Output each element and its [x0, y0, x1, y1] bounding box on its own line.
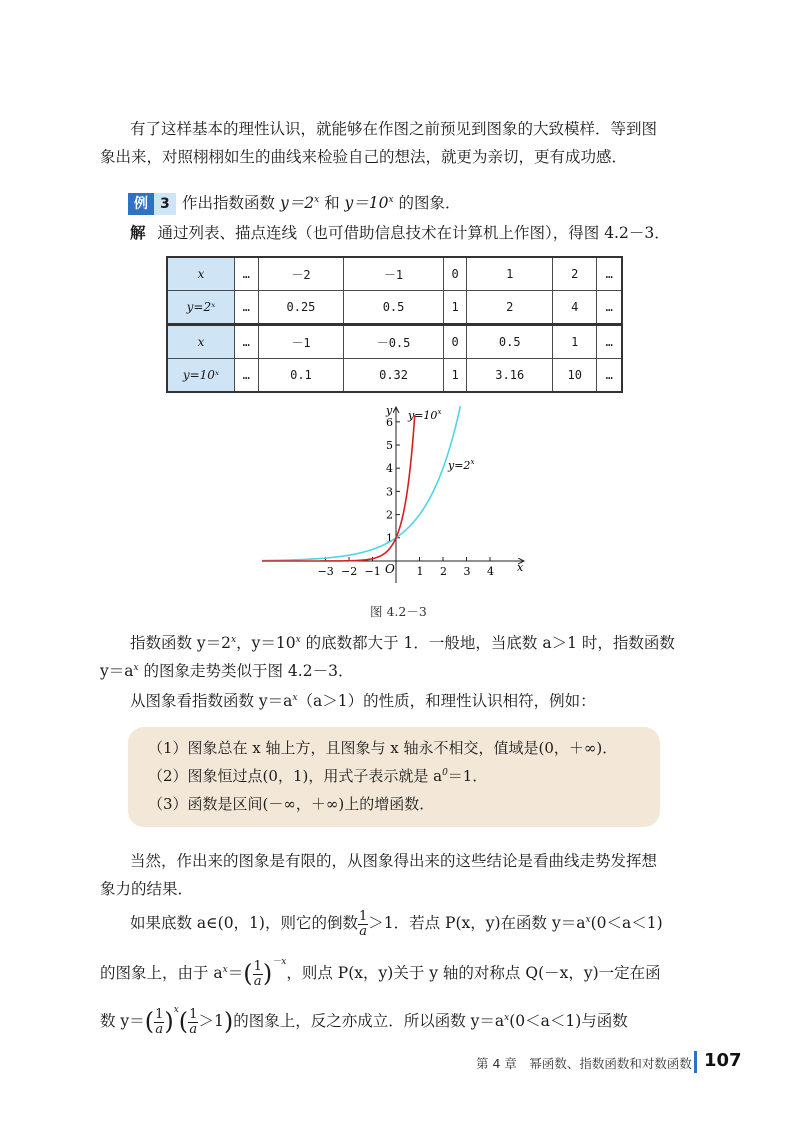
p2-text: 指数函数 y＝2: [130, 634, 232, 652]
chapter-footer: 第 4 章 幂函数、指数函数和对数函数: [476, 1056, 692, 1071]
y-axis-label: y: [386, 405, 393, 417]
paren-open: (: [243, 959, 253, 988]
table-cell: 1: [467, 257, 553, 291]
table-row-head: x: [167, 325, 235, 359]
table-cell: …: [235, 257, 259, 291]
example-label-text: 例: [128, 193, 154, 215]
table-cell: …: [235, 359, 259, 393]
p5-exp: －x: [272, 957, 287, 967]
example-func2: y＝10: [344, 194, 389, 212]
p5-text: (0＜a＜1): [590, 914, 663, 932]
table-cell: 1: [443, 291, 467, 325]
x-tick-label: 1: [416, 565, 424, 578]
frac-num: 1: [358, 908, 368, 924]
p5-exp: x: [504, 1013, 510, 1023]
solution-label: 解: [130, 224, 146, 242]
table-cell: －0.5: [344, 325, 443, 359]
table-cell: 2: [467, 291, 553, 325]
p2-exp: x: [295, 635, 301, 645]
p3-text: （a＞1）的性质，和理性认识相符，例如：: [297, 692, 596, 710]
table-cell: 0: [443, 257, 467, 291]
table-cell: －2: [258, 257, 344, 291]
x-tick-label: −1: [364, 565, 381, 578]
frac-num: 1: [189, 1006, 198, 1022]
table-cell: …: [597, 291, 622, 325]
fraction-1-over-a: [188, 1008, 198, 1037]
p5-exp: x: [222, 965, 228, 975]
p5-exp: x: [173, 1005, 179, 1015]
y-tick-label: 2: [386, 508, 393, 522]
property-3: （3）函数是区间(－∞，＋∞)上的增函数．: [148, 795, 435, 813]
p5-text: ，则点 P(x，y)关于 y 轴的对称点 Q(－x，y)一定在函: [286, 964, 661, 982]
paragraph-2-line-2: [100, 656, 700, 687]
table-cell: 1: [443, 359, 467, 393]
table-row: [167, 291, 622, 325]
table-row-head: y=10ˣ: [167, 359, 235, 393]
p5-text: 的图象上，反之亦成立．所以函数 y＝a: [233, 1012, 505, 1030]
example-func1-exp: x: [314, 195, 320, 205]
paragraph-5-line-3: [100, 1006, 700, 1038]
y-tick-label: 5: [386, 439, 393, 452]
fraction-1-over-a: [154, 1008, 164, 1037]
table-cell: 10: [553, 359, 597, 393]
paragraph-5-line-1: [130, 908, 730, 939]
label-10x: $y=10^x$: [408, 408, 442, 422]
p5-text: 的图象上，由于 a: [100, 964, 223, 982]
table-cell: －1: [344, 257, 443, 291]
table-cell: 0: [443, 325, 467, 359]
table-row-head: x: [167, 257, 235, 291]
property-2-text: ＝1．: [447, 767, 488, 785]
example-text-post: 的图象．: [393, 194, 461, 212]
example-text-pre: 作出指数函数: [182, 194, 280, 212]
y-tick-label: 6: [386, 415, 393, 429]
paragraph-2-line-1: [130, 628, 730, 659]
paragraph-4-line-2: 象力的结果．: [100, 880, 194, 898]
table-cell: …: [235, 325, 259, 359]
footer-divider: [694, 1051, 697, 1073]
table-cell: 4: [553, 291, 597, 325]
x-tick-label: 2: [440, 565, 447, 578]
paren-close: ): [164, 1007, 174, 1036]
fraction-1-over-a: [253, 960, 263, 989]
paragraph-1-line-2: 象出来，对照栩栩如生的曲线来检验自己的想法，就更为亲切，更有成功感．: [100, 148, 628, 166]
x-tick-label: −2: [341, 565, 358, 578]
value-table: [166, 256, 623, 393]
p5-text: 如果底数 a∈(0，1)，则它的倒数: [130, 914, 358, 932]
table-cell: 0.1: [258, 359, 344, 393]
table-cell: 1: [553, 325, 597, 359]
paren-open: (: [144, 1007, 155, 1036]
p5-text: ＞1: [198, 1012, 224, 1030]
table-cell: …: [597, 325, 622, 359]
table-cell: 0.5: [467, 325, 553, 359]
y-tick-label: 4: [386, 462, 393, 476]
table-cell: 3.16: [467, 359, 553, 393]
label-2x: $y=2^x$: [448, 458, 475, 472]
solution-text: 通过列表、描点连线（也可借助信息技术在计算机上作图），得图 4.2－3．: [157, 224, 670, 242]
frac-num: 1: [253, 958, 262, 974]
p2-text: 的底数都大于 1．一般地，当底数 a＞1 时，指数函数: [300, 634, 675, 652]
figure-caption: 图 4.2－3: [370, 604, 427, 619]
table-cell: …: [597, 257, 622, 291]
table-row: [167, 325, 622, 359]
example-label: [128, 193, 176, 215]
frac-den: a: [359, 923, 367, 939]
p5-text: 数 y＝: [100, 1012, 145, 1030]
properties-box: [128, 727, 660, 827]
x-tick-label: −3: [317, 565, 334, 578]
example-statement: [182, 188, 742, 219]
property-2-text: （2）图象恒过点(0，1)，用式子表示就是 a: [148, 767, 443, 785]
paren-open: (: [178, 1007, 189, 1036]
p2-text: y＝a: [100, 662, 134, 680]
example-number: 3: [154, 193, 176, 215]
p3-text: 从图象看指数函数 y＝a: [130, 692, 293, 710]
example-func2-exp: x: [388, 195, 394, 205]
table-row: [167, 257, 622, 291]
solution-line: [130, 218, 730, 249]
y-tick-label: 1: [386, 531, 393, 545]
example-text-mid: 和: [319, 194, 345, 212]
x-tick-label: 3: [463, 565, 471, 578]
x-tick-label: 4: [487, 565, 494, 578]
table-cell: 2: [553, 257, 597, 291]
p2-exp: x: [231, 635, 237, 645]
example-func1: y＝2: [279, 194, 315, 212]
table-row-head: y=2ˣ: [167, 291, 235, 325]
frac-num: 1: [155, 1006, 164, 1022]
table-cell: …: [597, 359, 622, 393]
frac-den: a: [155, 1021, 164, 1037]
property-2-exp: 0: [442, 768, 448, 778]
paragraph-3: [130, 686, 730, 717]
p2-exp: x: [133, 663, 139, 673]
property-1: （1）图象总在 x 轴上方，且图象与 x 轴永不相交，值域是(0，＋∞)．: [148, 739, 618, 757]
table-cell: 0.25: [258, 291, 344, 325]
p5-text: ＝: [227, 964, 244, 982]
x-axis-label: x: [517, 561, 524, 574]
p3-exp: x: [292, 693, 298, 703]
paren-close: ): [262, 959, 273, 988]
p2-text: 的图象走势类似于图 4.2－3．: [138, 662, 354, 680]
origin-label: O: [385, 562, 395, 576]
paragraph-4-line-1: 当然，作出来的图象是有限的，从图象得出来的这些结论是看曲线走势发挥想: [130, 852, 658, 870]
paragraph-1-line-1: 有了这样基本的理性认识，就能够在作图之前预见到图象的大致模样．等到图: [130, 120, 658, 138]
fraction-1-over-a: [358, 910, 368, 939]
p5-text: ＞1．若点 P(x，y)在函数 y＝a: [368, 914, 586, 932]
p5-text: (0＜a＜1)与函数: [509, 1012, 628, 1030]
table-cell: 0.32: [344, 359, 443, 393]
p2-text: ，y＝10: [236, 634, 296, 652]
frac-den: a: [253, 973, 262, 989]
y-tick-label: 3: [386, 485, 393, 499]
paren-close: ): [223, 1007, 234, 1036]
table-cell: －1: [258, 325, 344, 359]
p5-exp: x: [585, 915, 591, 925]
paragraph-5-line-2: [100, 958, 700, 990]
page-number: 107: [704, 1050, 742, 1071]
table-row: [167, 359, 622, 393]
frac-den: a: [189, 1021, 198, 1037]
curve-2-pow-x: [262, 406, 460, 560]
property-2: [148, 765, 487, 786]
exponential-graph: [262, 405, 532, 585]
table-cell: 0.5: [344, 291, 443, 325]
table-cell: …: [235, 291, 259, 325]
